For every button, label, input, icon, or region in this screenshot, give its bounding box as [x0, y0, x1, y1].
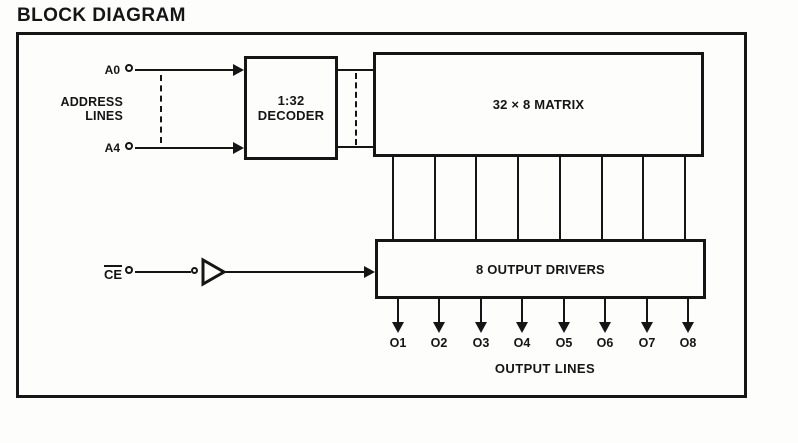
buffer-triangle-icon	[201, 257, 227, 287]
output-arrowhead-icon-2	[433, 322, 445, 333]
output-wire-2	[438, 298, 440, 322]
matrix-driver-wire-4	[517, 156, 519, 239]
output-wire-1	[397, 298, 399, 322]
matrix-driver-wire-3	[475, 156, 477, 239]
address-lines-group-label	[40, 95, 123, 123]
output-wire-3	[480, 298, 482, 322]
output-wire-8	[687, 298, 689, 322]
address-input-a4-label: A4	[104, 141, 120, 155]
inverter-bubble-icon	[191, 267, 198, 274]
ce-terminal-icon	[125, 266, 133, 274]
decoder-matrix-bus-top-wire	[337, 69, 374, 71]
output-arrowhead-icon-7	[641, 322, 653, 333]
ce-arrowhead-icon	[364, 266, 375, 278]
address-input-a0-label: A0	[104, 63, 120, 77]
output-lines-group-label: OUTPUT LINES	[494, 361, 596, 376]
output-arrowhead-icon-4	[516, 322, 528, 333]
chip-enable-label	[80, 265, 122, 282]
output-arrowhead-icon-6	[599, 322, 611, 333]
output-drivers-label: 8 OUTPUT DRIVERS	[476, 261, 605, 277]
output-label-o3: O3	[472, 336, 490, 350]
a0-arrowhead-icon	[233, 64, 244, 76]
a0-wire	[135, 69, 234, 71]
output-wire-7	[646, 298, 648, 322]
ce-wire-input	[135, 271, 191, 273]
decoder-block	[244, 56, 338, 160]
output-label-o5: O5	[555, 336, 573, 350]
matrix-driver-wire-1	[392, 156, 394, 239]
a4-wire	[135, 147, 234, 149]
a0-terminal-icon	[125, 64, 133, 72]
output-wire-5	[563, 298, 565, 322]
address-lines-label-line2: LINES	[85, 109, 123, 123]
address-lines-label-line1: ADDRESS	[60, 95, 123, 109]
output-label-o6: O6	[596, 336, 614, 350]
output-arrowhead-icon-5	[558, 322, 570, 333]
output-arrowhead-icon-8	[682, 322, 694, 333]
matrix-driver-wire-6	[601, 156, 603, 239]
output-label-o2: O2	[430, 336, 448, 350]
matrix-driver-wire-7	[642, 156, 644, 239]
decoder-label-line1: 1:32	[277, 93, 305, 108]
output-label-o8: O8	[679, 336, 697, 350]
decoder-label-line2: DECODER	[257, 108, 325, 123]
chip-enable-text: CE	[103, 267, 122, 282]
address-ellipsis-dashed-line	[160, 75, 162, 143]
decoder-matrix-bus-bottom-wire	[337, 146, 374, 148]
figure-title: BLOCK DIAGRAM	[17, 5, 186, 26]
output-wire-6	[604, 298, 606, 322]
output-arrowhead-icon-1	[392, 322, 404, 333]
output-arrowhead-icon-3	[475, 322, 487, 333]
matrix-driver-wire-5	[559, 156, 561, 239]
output-label-o4: O4	[513, 336, 531, 350]
output-wire-4	[521, 298, 523, 322]
matrix-block	[373, 52, 704, 157]
output-drivers-block	[375, 239, 706, 299]
ce-wire-to-drivers	[225, 271, 365, 273]
matrix-driver-wire-2	[434, 156, 436, 239]
output-label-o1: O1	[389, 336, 407, 350]
a4-terminal-icon	[125, 142, 133, 150]
a4-arrowhead-icon	[233, 142, 244, 154]
decoder-matrix-ellipsis-dashed-line	[355, 73, 357, 145]
matrix-driver-wire-8	[684, 156, 686, 239]
output-label-o7: O7	[638, 336, 656, 350]
matrix-label: 32 × 8 MATRIX	[492, 97, 585, 112]
